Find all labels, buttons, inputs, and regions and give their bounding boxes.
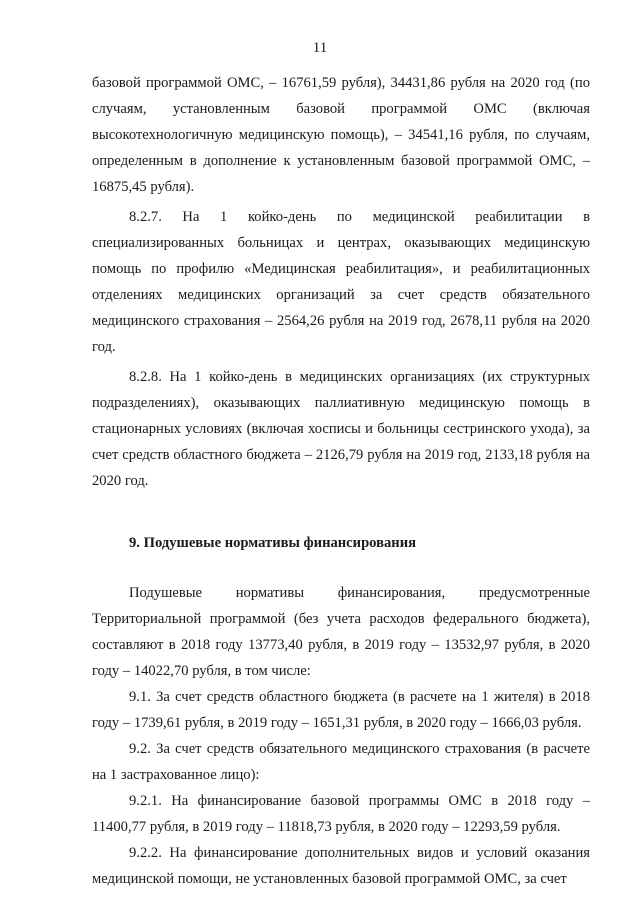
paragraph-9-2: 9.2. За счет средств обязательного медицинского страхования (в расчете на 1 застрахованное лицо): bbox=[92, 741, 590, 783]
section-heading: 9. Подушевые нормативы финансирования bbox=[129, 535, 417, 551]
paragraph-9-2-1: 9.2.1. На финансирование базовой программы ОМС в 2018 году – 11400,77 рубля, в 2019 году – 11818,73 рубля, в 2020 году – 12293,59 рубля. bbox=[92, 793, 590, 835]
paragraph-9-1: 9.1. За счет средств областного бюджета (в расчете на 1 жителя) в 2018 году – 1739,61 рубля, в 2019 году – 1651,31 рубля, в 2020 году – 1666,03 рубля. bbox=[92, 689, 590, 731]
document-body bbox=[92, 70, 590, 892]
paragraph-9-2-2: 9.2.2. На финансирование дополнительных видов и условий оказания медицинской помощи, не установленных базовой программой ОМС, за счет bbox=[92, 845, 590, 887]
paragraph-continuation: базовой программой ОМС, – 16761,59 рубля), 34431,86 рубля на 2020 год (по случаям, установленным базовой программой ОМС (включая высокотехнологичную медицинскую помощь), – 34541,16 рубля, по случаям, определенным в дополнение к установленным базовой программой ОМС, – 16875,45 рубля). bbox=[92, 75, 590, 195]
paragraph-8-2-8: 8.2.8. На 1 койко-день в медицинских организациях (их структурных подразделениях), оказывающих паллиативную медицинскую помощь в стационарных условиях (включая хосписы и больницы сестринского ухода), за счет средств областного бюджета – 2126,79 рубля на 2019 год, 2133,18 рубля на 2020 год. bbox=[92, 369, 590, 489]
paragraph-8-2-7: 8.2.7. На 1 койко-день по медицинской реабилитации в специализированных больницах и центрах, оказывающих медицинскую помощь по профилю «Медицинская реабилитация», и реабилитационных отделениях медицинских организаций за счет средств обязательного медицинского страхования – 2564,26 рубля на 2019 год, 2678,11 рубля на 2020 год. bbox=[92, 209, 590, 355]
paragraph-per-capita-intro: Подушевые нормативы финансирования, предусмотренные Территориальной программой (без учета расходов федерального бюджета), составляют в 2018 году 13773,40 рубля, в 2019 году – 13532,97 рубля, в 2020 году – 14022,70 рубля, в том числе: bbox=[92, 585, 590, 679]
page-number: 11 bbox=[312, 40, 328, 56]
